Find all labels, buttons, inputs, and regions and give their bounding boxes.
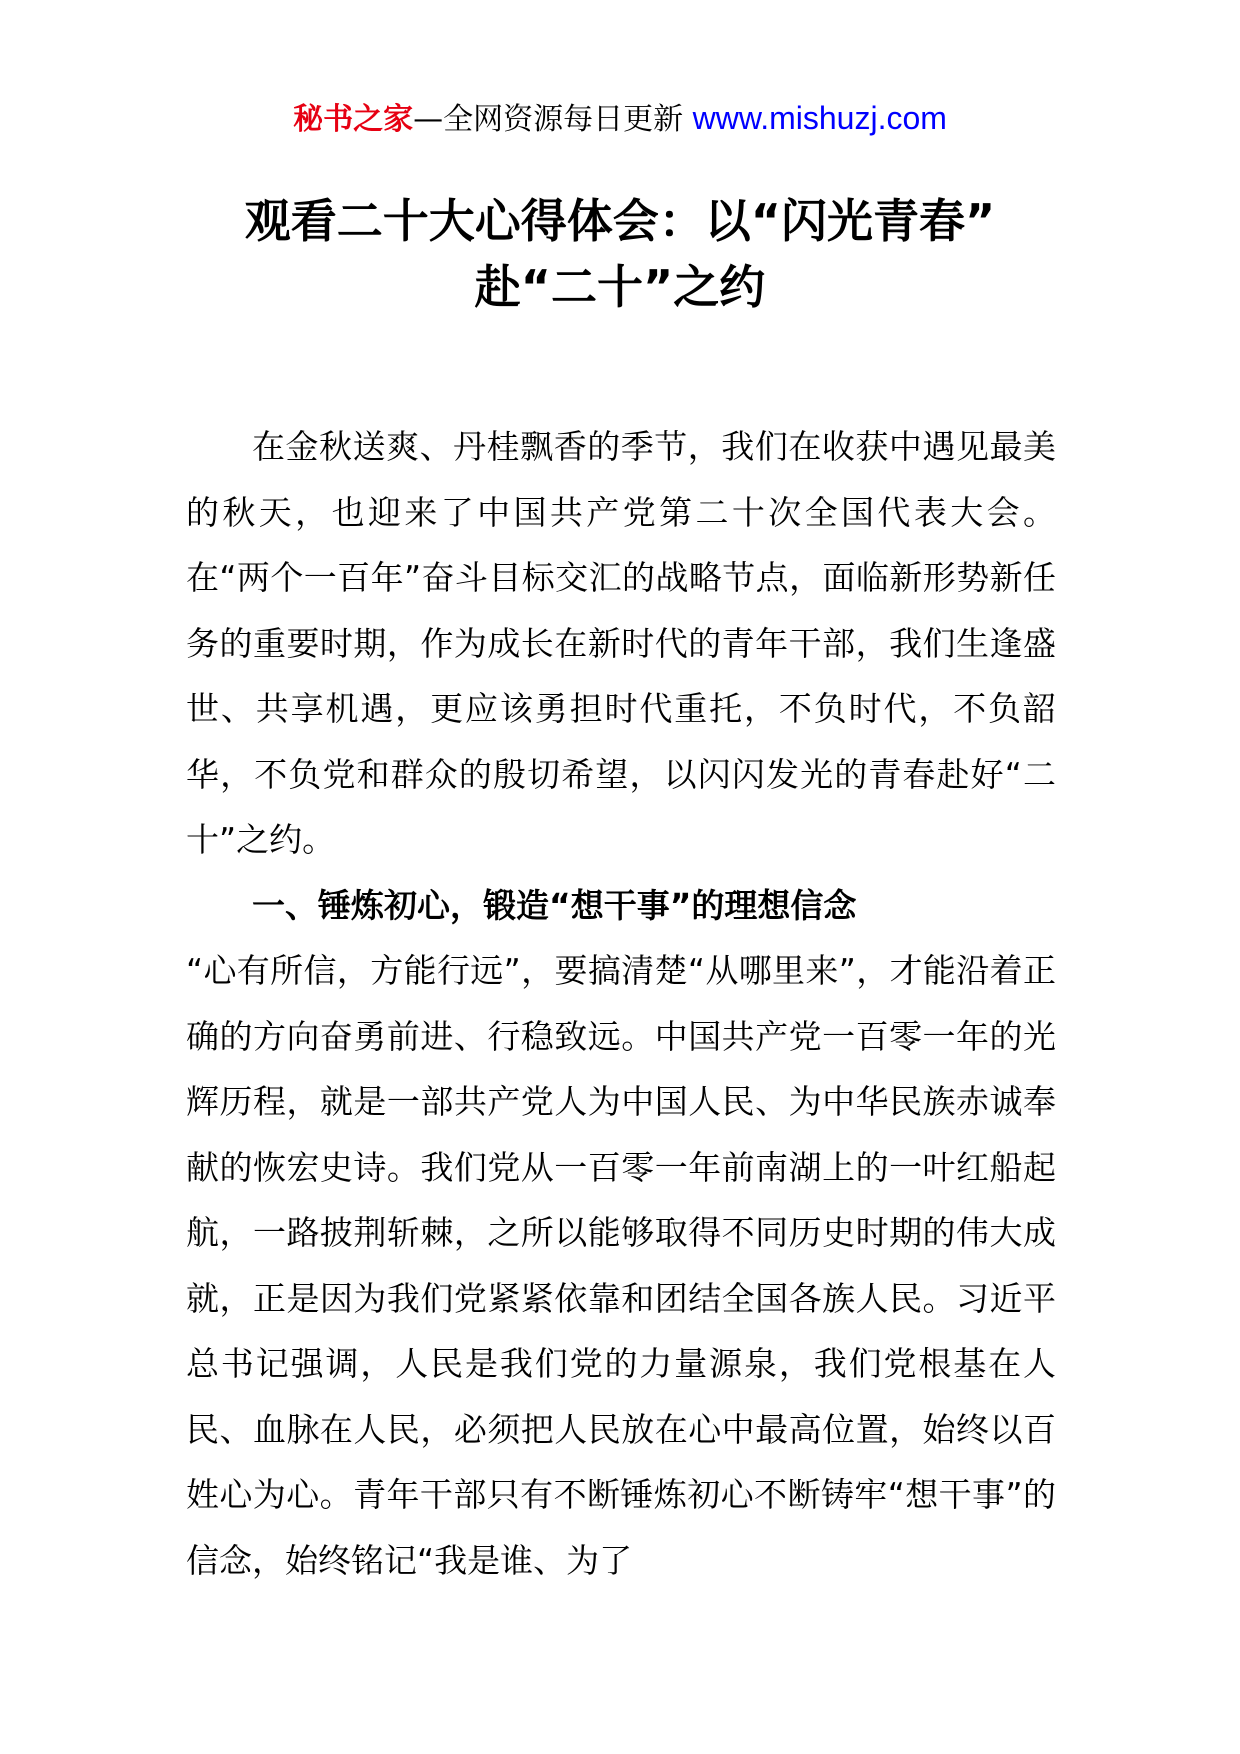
title-line-1: 观看二十大心得体会：以“闪光青春”: [244, 194, 996, 248]
section-1-paragraph: “心有所信，方能行远”，要搞清楚“从哪里来”，才能沿着正确的方向奋勇前进、行稳致远。中国共产党一百零一年的光辉历程，就是一部共产党人为中国人民、为中华民族赤诚奉献的恢宏史诗。我们党从一百零一年前南湖上的一叶红船起航，一路披荆斩棘，之所以能够取得不同历史时期的伟大成就，正是因为我们党紧紧依靠和团结全国各族人民。习近平总书记强调，人民是我们党的力量源泉，我们党根基在人民、血脉在人民，必须把人民放在心中最高位置，始终以百姓心为心。青年干部只有不断锤炼初心不断铸牢“想干事”的信念，始终铭记“我是谁、为了: [186, 951, 1056, 1580]
site-url-link[interactable]: www.mishuzj.com: [692, 100, 947, 136]
document-body: [186, 414, 1056, 1593]
header-tagline: —全网资源每日更新: [413, 102, 693, 137]
section-1-heading: 一、锤炼初心，锻造“想干事”的理想信念: [252, 885, 857, 925]
intro-paragraph: 在金秋送爽、丹桂飘香的季节，我们在收获中遇见最美的秋天，也迎来了中国共产党第二十次全国代表大会。在“两个一百年”奋斗目标交汇的战略节点，面临新形势新任务的重要时期，作为成长在新时代的青年干部，我们生逢盛世、共享机遇，更应该勇担时代重托，不负时代，不负韶华，不负党和群众的殷切希望，以闪闪发光的青春赴好“二十”之约。: [186, 427, 1056, 859]
title-line-2: 赴“二十”之约: [474, 260, 766, 314]
document-title: [120, 188, 1120, 320]
brand-name: 秘书之家: [293, 102, 414, 137]
site-header: [0, 98, 1240, 140]
